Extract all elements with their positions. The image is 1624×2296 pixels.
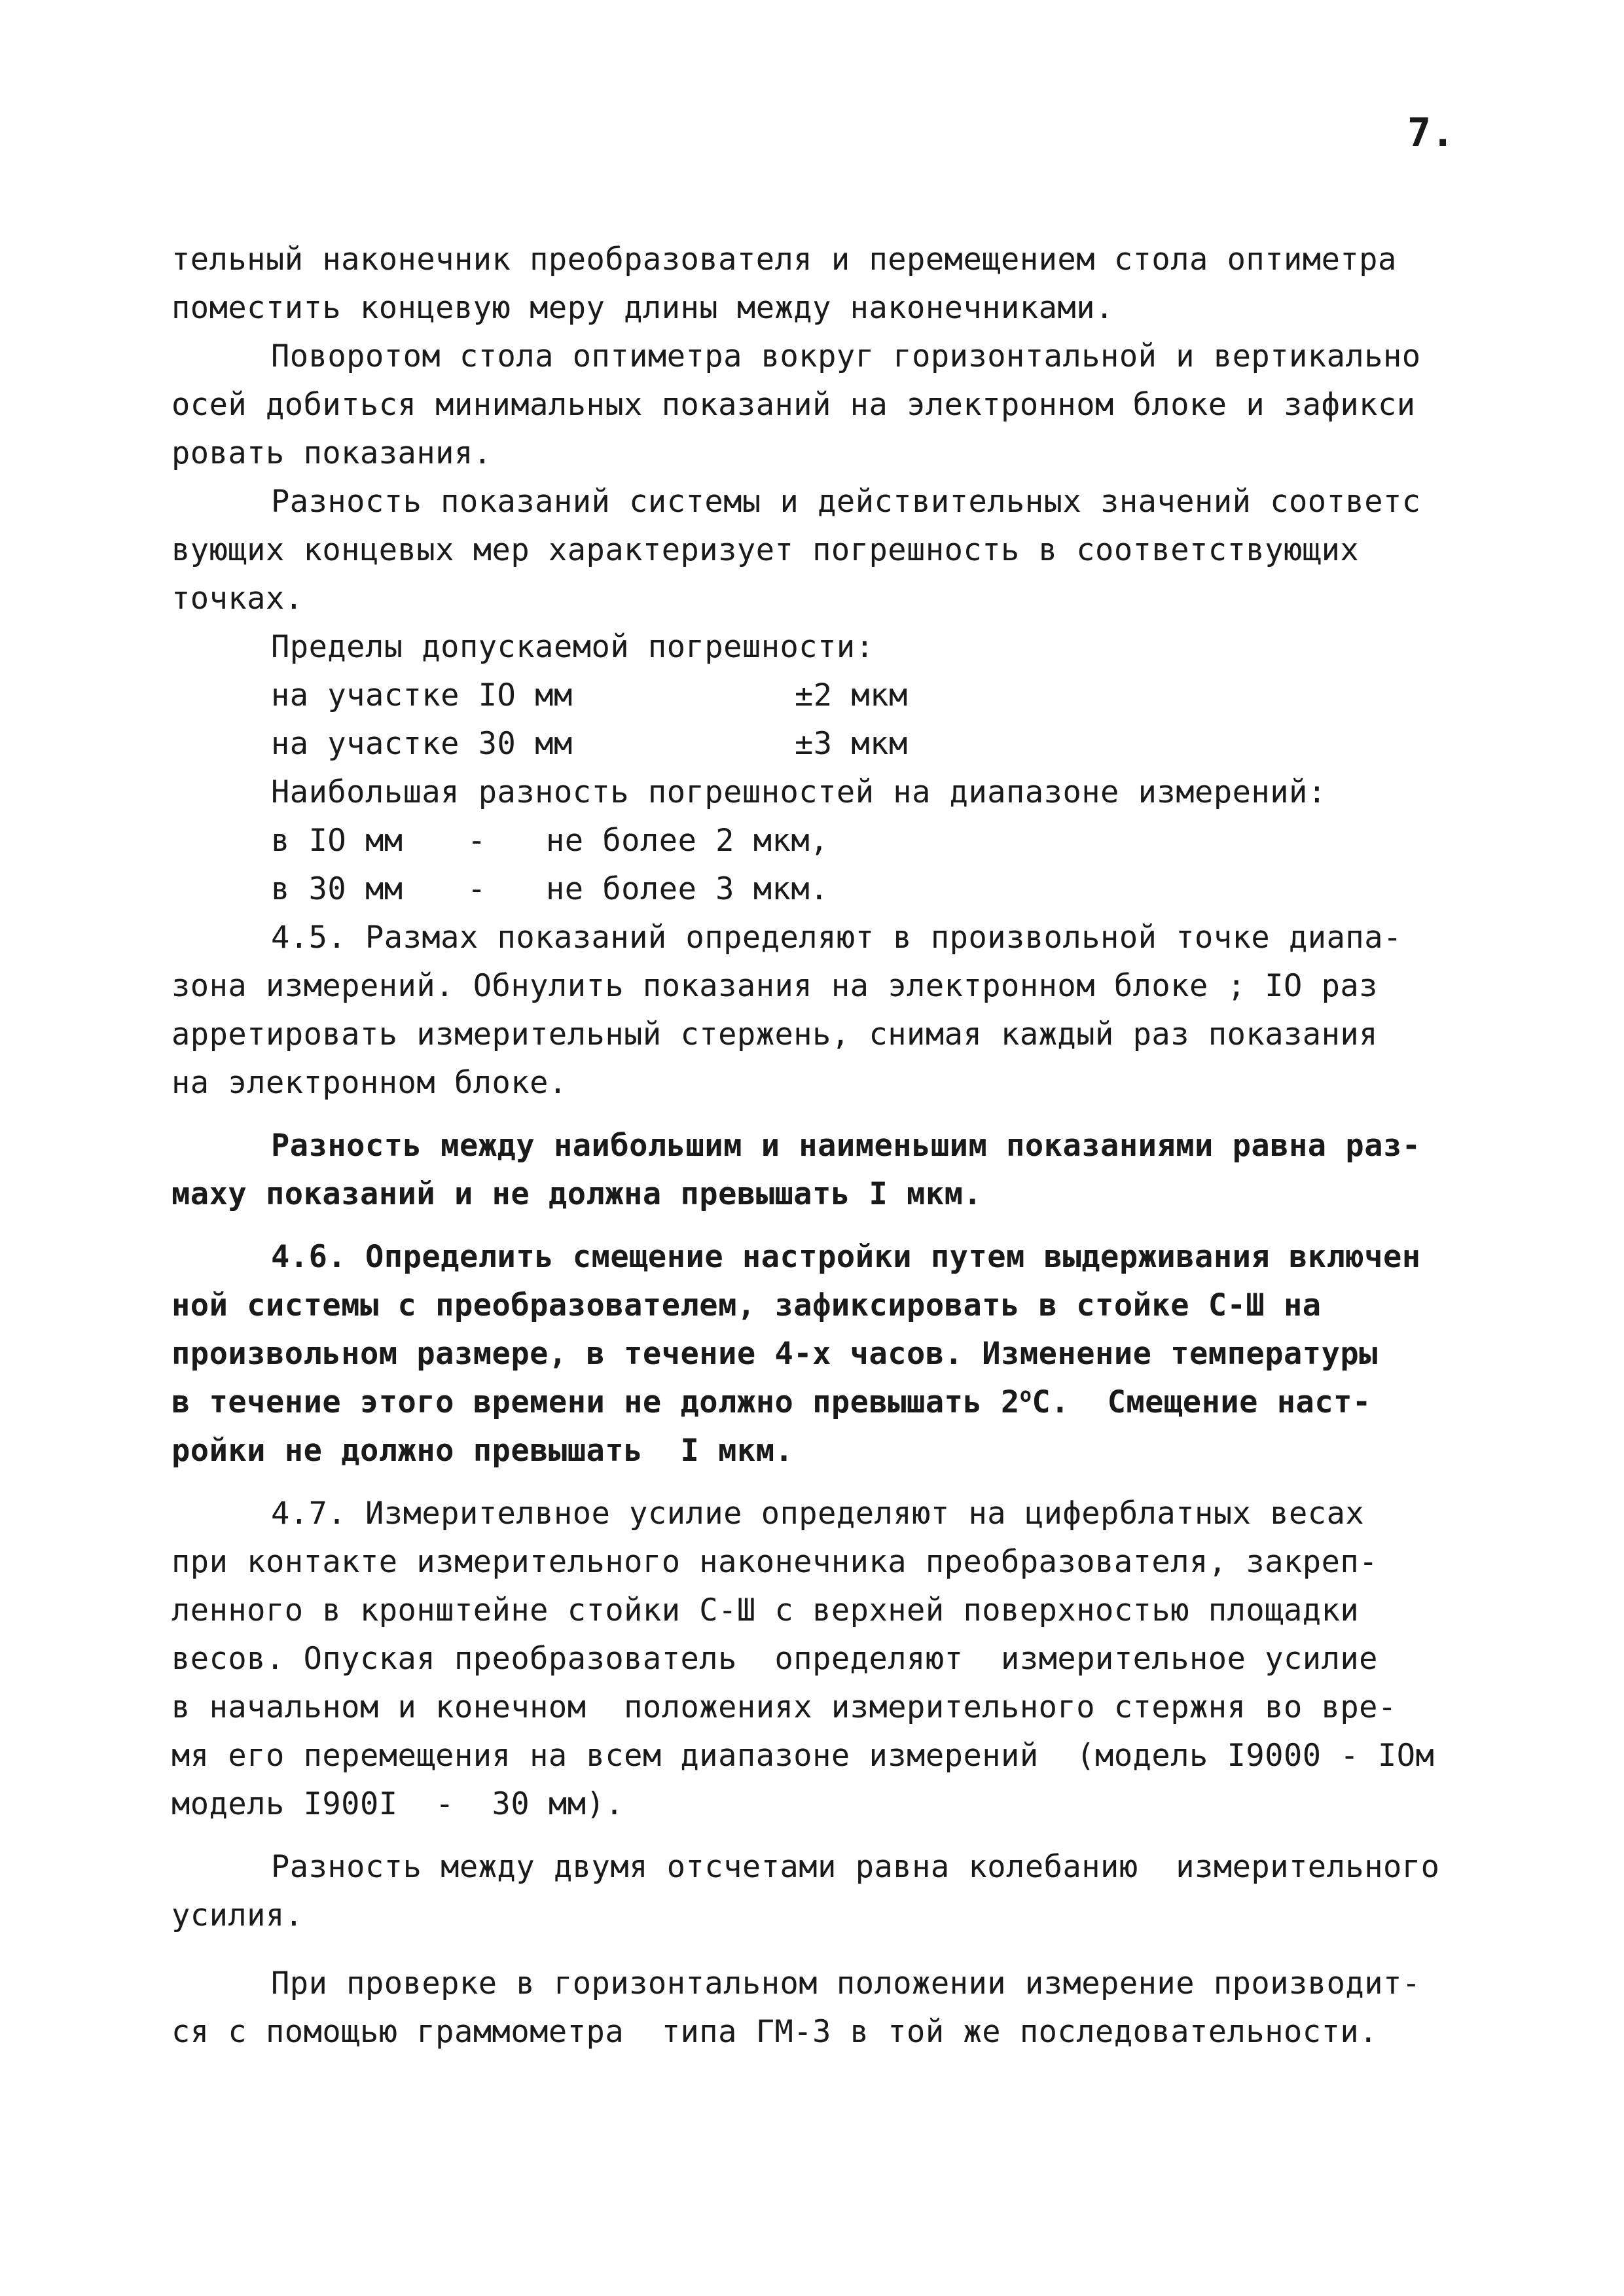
limit-row-10 (171, 672, 1533, 720)
diff-label: в IO мм (271, 823, 403, 859)
limit-value: ±3 мкм (795, 726, 908, 762)
text-part: в течение этого времени не должно превышать 2 (171, 1384, 1020, 1420)
text-line: Разность между двумя отсчетами равна колебанию измерительного (271, 1849, 1440, 1885)
text-line: в начальном и конечном положениях измерительного стержня во вре- (171, 1689, 1397, 1725)
diff-value: не более 2 мкм, (546, 823, 829, 859)
text-line: ленного в кронштейне стойки С-Ш с верхней поверхностью площадки (171, 1592, 1360, 1628)
text-line: усилия. (171, 1897, 304, 1933)
text-line: осей добиться минимальных показаний на электронном блоке и зафикси (171, 387, 1416, 423)
diff-row-30 (171, 865, 1533, 914)
diff-row-10 (171, 817, 1533, 865)
degree-superscript: о (1019, 1384, 1032, 1407)
text-line: поместить концевую меру длины между наконечниками. (171, 290, 1114, 326)
text-line: ся с помощью граммометра типа ГМ-3 в той же последовательности. (171, 2014, 1378, 2050)
text-line: Разность между наибольшим и наименьшим показаниями равна раз- (271, 1128, 1421, 1164)
text-line: произвольном размере, в течение 4-х часов. Изменение температуры (171, 1336, 1378, 1372)
text-line: весов. Опуская преобразователь определяют измерительное усилие (171, 1641, 1378, 1677)
text-line: вующих концевых мер характеризует погрешность в соответствующих (171, 532, 1360, 568)
text-line: тельный наконечник преобразователя и перемещением стола оптиметра (171, 242, 1397, 278)
page-number: 7. (1407, 110, 1455, 156)
diff-dash: - (467, 871, 486, 907)
text-line: арретировать измерительный стержень, снимая каждый раз показания (171, 1016, 1378, 1052)
diff-value: не более 3 мкм. (546, 871, 829, 907)
text-line: Разность показаний системы и действительных значений соответс (271, 484, 1421, 520)
text-line: модель I900I - 30 мм). (171, 1786, 624, 1822)
max-diff-title: Наибольшая разность погрешностей на диапазоне измерений: (271, 774, 1327, 810)
text-line: ной системы с преобразователем, зафиксировать в стойке С-Ш на (171, 1287, 1322, 1323)
limit-value: ±2 мкм (795, 677, 908, 713)
diff-label: в 30 мм (271, 871, 403, 907)
text-line: ровать показания. (171, 435, 492, 471)
text-line: при контакте измерительного наконечника преобразователя, закреп- (171, 1544, 1378, 1580)
text-line: Поворотом стола оптиметра вокруг горизонтальной и вертикально (271, 338, 1421, 374)
limit-row-30 (171, 720, 1533, 768)
diff-dash: - (467, 823, 486, 859)
text-line: ройки не должно превышать I мкм. (171, 1433, 794, 1469)
text-part: С. Смещение наст- (1032, 1384, 1371, 1420)
text-line: точках. (171, 581, 304, 617)
limit-label: на участке 30 мм (271, 726, 573, 762)
text-line: маху показаний и не должна превышать I мкм. (171, 1176, 983, 1212)
section-4-6: 4.6. Определить смещение настройки путем выдерживания включен (271, 1239, 1421, 1275)
text-line: мя его перемещения на всем диапазоне измерений (модель I9000 - IOм (171, 1738, 1435, 1774)
document-body (171, 236, 1533, 2056)
limits-title: Пределы допускаемой погрешности: (271, 629, 875, 665)
limit-label: на участке IO мм (271, 677, 573, 713)
text-line: При проверке в горизонтальном положении измерение производит- (271, 1965, 1421, 2001)
section-4-7: 4.7. Измерителвное усилие определяют на циферблатных весах (271, 1496, 1365, 1532)
text-line: зона измерений. Обнулить показания на электронном блоке ; IO раз (171, 968, 1378, 1004)
text-line: на электронном блоке. (171, 1065, 568, 1101)
text-line (171, 1378, 1533, 1427)
section-4-5: 4.5. Размах показаний определяют в произвольной точке диапа- (271, 920, 1402, 956)
